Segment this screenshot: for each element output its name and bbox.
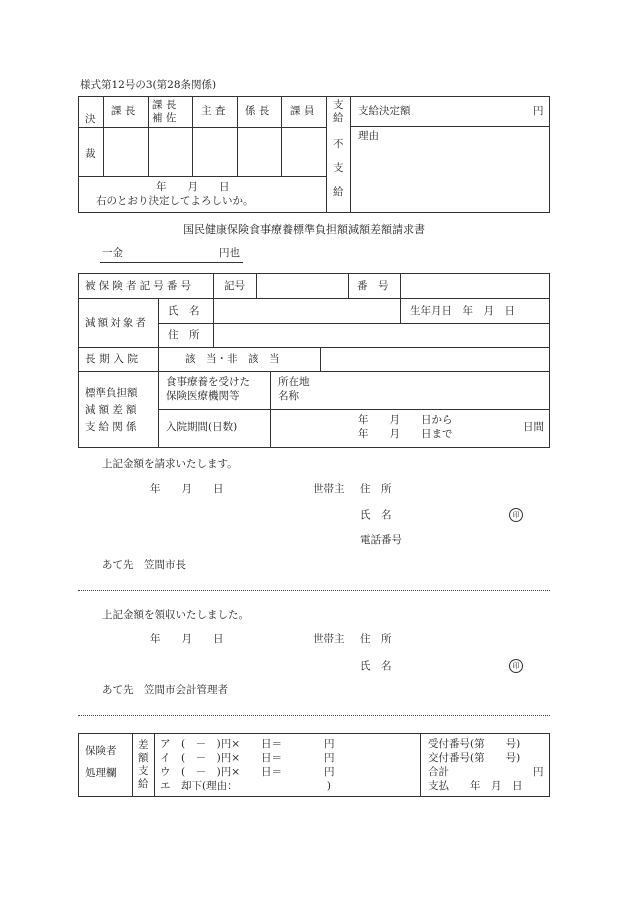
sagaku-char-3: 支 <box>138 765 149 777</box>
payment-line: 支払 年 月 日 <box>428 780 523 792</box>
reason-label: 理由 <box>358 130 379 142</box>
shikyu-char-2: 給 <box>333 112 344 124</box>
request-addressee: あて先 笠間市長 <box>102 559 186 571</box>
bango-label: 番 号 <box>357 280 389 292</box>
divider-2 <box>78 715 550 716</box>
longterm-options: 該 当・非 該 当 <box>185 353 280 365</box>
standard-label-1: 標準負担額 <box>85 387 138 399</box>
name-label: 氏 名 <box>168 305 200 317</box>
standard-label-3: 支給関係 <box>85 421 140 433</box>
role-kakaricho: 係 長 <box>245 105 270 117</box>
sagaku-char-1: 差 <box>138 739 149 751</box>
role-kacho: 課 長 <box>111 105 136 117</box>
period-to: 年 月 日まで <box>358 428 453 440</box>
role-hosa-line-1: 課 長 <box>152 99 177 111</box>
calc-line-a: ア ( － )円× 日＝ 円 <box>160 738 335 750</box>
facility-label-2: 保険医療機関等 <box>166 390 240 402</box>
receipt-addressee: あて先 笠間市会計管理者 <box>102 684 228 696</box>
ikkin-label: 一金 <box>102 247 123 259</box>
standard-label-2: 減額差額 <box>85 404 140 416</box>
insured-number-label: 被保険者記号番号 <box>85 280 195 292</box>
receipt-address: 住 所 <box>360 633 392 645</box>
receipt-statement: 上記金額を領収いたしました。 <box>102 609 249 621</box>
request-name: 氏 名 <box>360 509 392 521</box>
receipt-date: 年 月 日 <box>150 633 224 645</box>
period-days: 日間 <box>523 421 544 433</box>
receipt-number: 受付番号(第 号) <box>428 738 521 750</box>
longterm-label: 長期入院 <box>85 353 142 365</box>
calc-line-e: エ 却下(理由： ) <box>160 780 331 792</box>
request-phone: 電話番号 <box>360 534 402 546</box>
kessai-char-1: 決 <box>85 113 96 125</box>
fushikyu-char-3: 給 <box>333 186 344 198</box>
fushikyu-char-1: 不 <box>333 138 344 150</box>
birthdate-label: 生年月日 年 月 日 <box>410 305 515 317</box>
insured-table <box>78 273 550 448</box>
kigo-label: 記号 <box>224 280 245 292</box>
sagaku-char-2: 額 <box>138 752 149 764</box>
role-kain: 課 員 <box>290 105 315 117</box>
receipt-seal-icon: 印 <box>509 659 523 673</box>
location-label: 所在地 <box>278 376 310 388</box>
kessai-char-2: 裁 <box>85 148 96 160</box>
period-from: 年 月 日から <box>358 414 453 426</box>
period-label: 入院期間(日数) <box>166 421 238 433</box>
fushikyu-char-2: 支 <box>333 162 344 174</box>
facility-name-label: 名称 <box>278 390 299 402</box>
form-number: 様式第12号の3(第28条関係) <box>80 79 217 91</box>
enya-label: 円也 <box>219 247 240 259</box>
total-yen: 円 <box>533 766 544 778</box>
amount-underline <box>100 262 243 263</box>
approval-statement: 右のとおり決定してよろしいか。 <box>96 195 254 207</box>
role-hosa-line-2: 補 佐 <box>152 112 177 124</box>
target-person-label: 減額対象者 <box>85 317 148 329</box>
sagaku-char-4: 給 <box>138 778 149 790</box>
request-seal-icon: 印 <box>509 508 523 522</box>
address-label: 住 所 <box>168 329 200 341</box>
facility-label-1: 食事療養を受けた <box>166 376 250 388</box>
approval-date: 年 月 日 <box>156 181 230 193</box>
calc-line-i: イ ( － )円× 日＝ 円 <box>160 752 335 764</box>
request-date: 年 月 日 <box>150 483 224 495</box>
amount-label: 支給決定額 <box>358 105 411 117</box>
request-statement: 上記金額を請求いたします。 <box>102 458 238 470</box>
divider-1 <box>78 590 550 591</box>
calc-line-u: ウ ( － )円× 日＝ 円 <box>160 766 335 778</box>
request-householder: 世帯主 <box>313 483 345 495</box>
insurer-label-2: 処理欄 <box>85 767 117 779</box>
total-label: 合計 <box>428 766 449 778</box>
amount-yen: 円 <box>533 105 544 117</box>
role-shusa: 主 査 <box>201 105 226 117</box>
shikyu-char-1: 支 <box>333 99 344 111</box>
receipt-householder: 世帯主 <box>313 633 345 645</box>
receipt-name: 氏 名 <box>360 660 392 672</box>
issue-number: 交付番号(第 号) <box>428 752 521 764</box>
insurer-label-1: 保険者 <box>85 745 117 757</box>
page-title: 国民健康保険食事療養標準負担額減額差額請求書 <box>183 223 425 236</box>
request-address: 住 所 <box>360 483 392 495</box>
